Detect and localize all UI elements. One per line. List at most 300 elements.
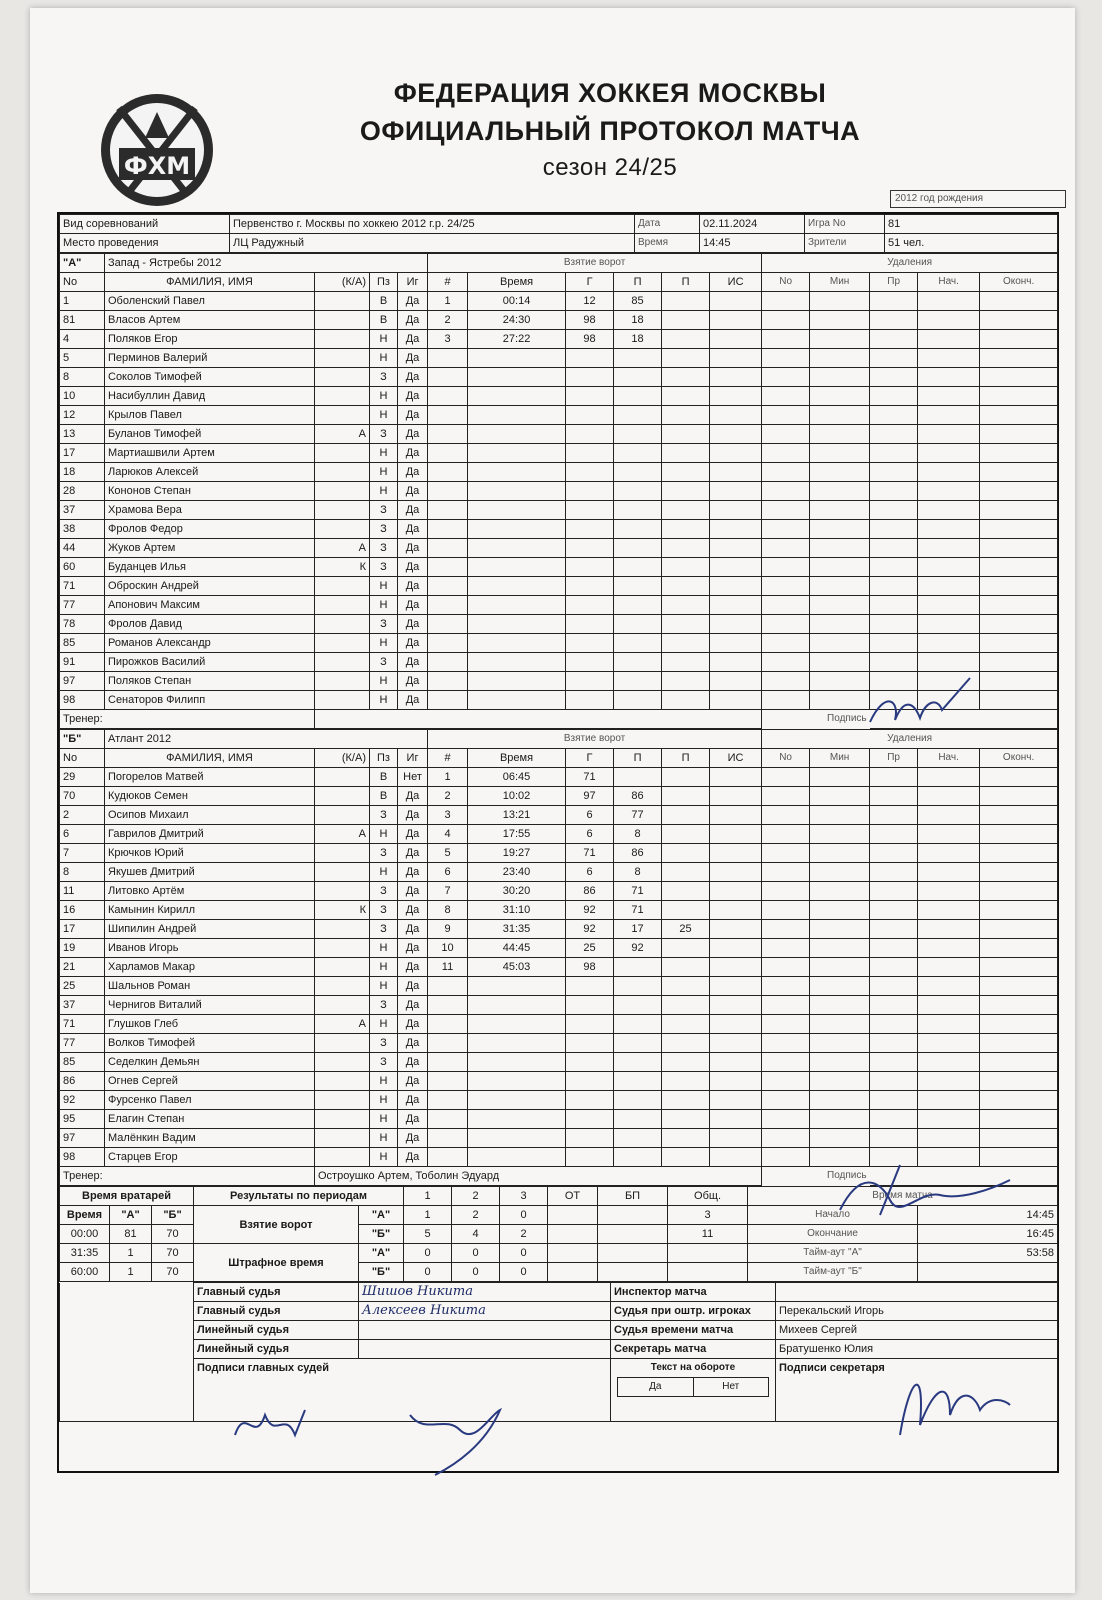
team-a-player-pos: Н bbox=[370, 634, 398, 653]
team-a-goal-num bbox=[428, 349, 468, 368]
team-b-player-pos: З bbox=[370, 1034, 398, 1053]
goalies-col-time: Время bbox=[60, 1206, 110, 1225]
team-a-player-pos: З bbox=[370, 520, 398, 539]
team-b-penalty-cell bbox=[762, 901, 810, 920]
team-b-player-pos: З bbox=[370, 996, 398, 1015]
timeout-a-value: 53:58 bbox=[918, 1244, 1058, 1263]
team-a-player-played: Да bbox=[398, 558, 428, 577]
team-a-penalty-cell bbox=[762, 406, 810, 425]
team-a-penalty-cell bbox=[762, 387, 810, 406]
team-a-player-row bbox=[60, 653, 1058, 672]
team-a-goal-p1 bbox=[614, 691, 662, 710]
team-a-goal-g: 12 bbox=[566, 292, 614, 311]
team-b-player-pos: Н bbox=[370, 1129, 398, 1148]
team-b-player-name: Фурсенко Павел bbox=[105, 1091, 315, 1110]
col-played: Иг bbox=[398, 273, 428, 292]
team-b-table bbox=[59, 729, 1058, 1186]
team-a-player-no: 85 bbox=[60, 634, 105, 653]
season-label: сезон 24/25 bbox=[542, 154, 678, 181]
col-goal-num: # bbox=[428, 749, 468, 768]
team-a-penalties-header: Удаления bbox=[762, 254, 1058, 273]
team-b-player-name: Шипилин Андрей bbox=[105, 920, 315, 939]
team-b-penalty-cell bbox=[810, 806, 870, 825]
team-b-player-row bbox=[60, 996, 1058, 1015]
team-a-penalty-cell bbox=[810, 577, 870, 596]
col-assist-2: П bbox=[662, 273, 710, 292]
team-b-goal-is bbox=[710, 1072, 762, 1091]
team-b-goal-p1 bbox=[614, 1053, 662, 1072]
team-a-penalty-cell bbox=[918, 558, 980, 577]
team-b-player-no: 25 bbox=[60, 977, 105, 996]
team-b-player-played: Да bbox=[398, 1091, 428, 1110]
team-a-player-row bbox=[60, 634, 1058, 653]
team-a-goal-p2 bbox=[662, 444, 710, 463]
team-b-goal-num: 1 bbox=[428, 768, 468, 787]
goals-a-p2: 2 bbox=[452, 1206, 500, 1225]
team-b-penalty-cell bbox=[870, 939, 918, 958]
team-a-player-name: Поляков Степан bbox=[105, 672, 315, 691]
team-b-player-ka bbox=[315, 1129, 370, 1148]
team-a-goal-num: 2 bbox=[428, 311, 468, 330]
team-a-goal-is bbox=[710, 615, 762, 634]
team-a-goal-num bbox=[428, 482, 468, 501]
team-b-penalty-cell bbox=[870, 882, 918, 901]
team-a-penalty-cell bbox=[762, 349, 810, 368]
team-b-penalty-cell bbox=[918, 1034, 980, 1053]
team-b-penalty-cell bbox=[918, 787, 980, 806]
team-a-goal-is bbox=[710, 501, 762, 520]
team-b-penalty-cell bbox=[762, 1072, 810, 1091]
timeout-b-label: Тайм-аут "Б" bbox=[748, 1263, 918, 1282]
team-b-goal-g bbox=[566, 1129, 614, 1148]
team-a-goal-is bbox=[710, 577, 762, 596]
team-a-penalty-cell bbox=[762, 615, 810, 634]
goalies-col-b: "Б" bbox=[152, 1206, 194, 1225]
team-a-penalty-cell bbox=[810, 558, 870, 577]
results-goals-team-b: "Б" bbox=[359, 1225, 404, 1244]
team-b-penalty-cell bbox=[762, 1015, 810, 1034]
game-label: Игра No bbox=[805, 215, 885, 234]
team-b-player-pos: Н bbox=[370, 863, 398, 882]
team-a-penalty-cell bbox=[918, 368, 980, 387]
team-b-player-pos: Н bbox=[370, 1148, 398, 1167]
team-b-penalty-cell bbox=[918, 920, 980, 939]
team-b-player-ka bbox=[315, 863, 370, 882]
team-b-penalty-cell bbox=[980, 1053, 1058, 1072]
col-goal-time: Время bbox=[468, 749, 566, 768]
team-b-goal-num: 2 bbox=[428, 787, 468, 806]
pim-b-p1: 0 bbox=[404, 1263, 452, 1282]
team-b-player-no: 95 bbox=[60, 1110, 105, 1129]
reverse-no-option[interactable]: Нет bbox=[722, 1381, 740, 1392]
team-a-goal-num bbox=[428, 672, 468, 691]
team-a-goal-g bbox=[566, 349, 614, 368]
team-a-penalty-cell bbox=[810, 501, 870, 520]
team-b-player-name: Осипов Михаил bbox=[105, 806, 315, 825]
team-a-goal-g bbox=[566, 501, 614, 520]
team-a-goal-is bbox=[710, 463, 762, 482]
team-b-goal-g bbox=[566, 1015, 614, 1034]
col-pos: Пз bbox=[370, 273, 398, 292]
team-a-penalty-cell bbox=[980, 653, 1058, 672]
team-b-penalty-cell bbox=[870, 1053, 918, 1072]
team-b-player-ka bbox=[315, 768, 370, 787]
team-a-player-pos: Н bbox=[370, 444, 398, 463]
team-a-penalty-cell bbox=[980, 292, 1058, 311]
team-a-player-row bbox=[60, 539, 1058, 558]
team-b-penalty-cell bbox=[918, 806, 980, 825]
team-b-penalty-cell bbox=[980, 1015, 1058, 1034]
team-b-goal-time: 17:55 bbox=[468, 825, 566, 844]
team-b-player-ka bbox=[315, 1034, 370, 1053]
team-a-penalty-cell bbox=[918, 482, 980, 501]
team-a-penalty-cell bbox=[870, 406, 918, 425]
team-a-player-row bbox=[60, 482, 1058, 501]
team-b-penalty-cell bbox=[870, 1072, 918, 1091]
team-a-goal-is bbox=[710, 539, 762, 558]
team-a-goal-p2 bbox=[662, 558, 710, 577]
team-b-penalty-cell bbox=[918, 996, 980, 1015]
venue-label: Место проведения bbox=[60, 234, 230, 253]
team-b-goal-p2 bbox=[662, 1148, 710, 1167]
col-no: No bbox=[60, 749, 105, 768]
team-a-penalty-cell bbox=[918, 463, 980, 482]
team-b-goal-p2 bbox=[662, 901, 710, 920]
team-b-goal-time: 45:03 bbox=[468, 958, 566, 977]
line2-label: Линейный судья bbox=[194, 1340, 359, 1359]
team-b-goal-p2 bbox=[662, 825, 710, 844]
officials-blank bbox=[60, 1283, 194, 1422]
team-b-penalty-cell bbox=[980, 1034, 1058, 1053]
team-b-penalty-cell bbox=[762, 920, 810, 939]
team-b-player-ka bbox=[315, 882, 370, 901]
team-a-goal-is bbox=[710, 444, 762, 463]
team-a-coach-label: Тренер: bbox=[60, 710, 315, 729]
team-a-penalty-cell bbox=[870, 539, 918, 558]
team-a-penalty-cell bbox=[810, 634, 870, 653]
team-a-player-no: 10 bbox=[60, 387, 105, 406]
team-b-player-name: Якушев Дмитрий bbox=[105, 863, 315, 882]
team-b-goal-p2 bbox=[662, 806, 710, 825]
team-a-goal-p1 bbox=[614, 634, 662, 653]
team-a-player-row bbox=[60, 520, 1058, 539]
team-b-goal-g bbox=[566, 996, 614, 1015]
team-b-goal-p1 bbox=[614, 1129, 662, 1148]
team-a-goals-header: Взятие ворот bbox=[428, 254, 762, 273]
team-a-player-no: 71 bbox=[60, 577, 105, 596]
team-b-penalty-cell bbox=[762, 939, 810, 958]
team-a-penalty-cell bbox=[762, 444, 810, 463]
timeout-a-label: Тайм-аут "А" bbox=[748, 1244, 918, 1263]
team-b-column-headers bbox=[60, 749, 1058, 768]
team-a-player-ka: А bbox=[315, 539, 370, 558]
team-b-penalty-cell bbox=[762, 977, 810, 996]
team-a-goal-p2 bbox=[662, 349, 710, 368]
team-b-player-name: Шальнов Роман bbox=[105, 977, 315, 996]
team-a-goal-p1 bbox=[614, 368, 662, 387]
team-a-player-name: Перминов Валерий bbox=[105, 349, 315, 368]
team-b-player-played: Да bbox=[398, 1015, 428, 1034]
team-a-column-headers bbox=[60, 273, 1058, 292]
team-b-goal-g: 98 bbox=[566, 958, 614, 977]
team-a-player-row bbox=[60, 292, 1058, 311]
team-b-penalty-cell bbox=[870, 844, 918, 863]
team-a-goal-p2 bbox=[662, 406, 710, 425]
team-b-goal-g: 71 bbox=[566, 844, 614, 863]
team-a-penalty-cell bbox=[810, 311, 870, 330]
team-a-player-row bbox=[60, 368, 1058, 387]
team-a-player-ka bbox=[315, 387, 370, 406]
team-a-player-name: Романов Александр bbox=[105, 634, 315, 653]
team-b-goal-time: 06:45 bbox=[468, 768, 566, 787]
team-a-player-pos: З bbox=[370, 615, 398, 634]
team-b-penalty-cell bbox=[810, 1015, 870, 1034]
team-b-goal-time bbox=[468, 1072, 566, 1091]
pim-a-ot bbox=[548, 1244, 598, 1263]
team-b-penalty-cell bbox=[810, 1091, 870, 1110]
team-b-penalty-cell bbox=[870, 901, 918, 920]
team-a-goal-p1 bbox=[614, 501, 662, 520]
team-b-goal-num: 5 bbox=[428, 844, 468, 863]
team-b-penalty-cell bbox=[870, 996, 918, 1015]
team-b-goal-g: 97 bbox=[566, 787, 614, 806]
team-b-player-row bbox=[60, 844, 1058, 863]
col-pen-no: No bbox=[762, 273, 810, 292]
team-b-goal-time bbox=[468, 1034, 566, 1053]
team-a-penalty-cell bbox=[918, 444, 980, 463]
team-a-penalty-cell bbox=[870, 349, 918, 368]
team-b-penalty-cell bbox=[980, 1091, 1058, 1110]
team-b-player-row bbox=[60, 1034, 1058, 1053]
goalies-col-a: "А" bbox=[110, 1206, 152, 1225]
team-a-player-ka bbox=[315, 330, 370, 349]
team-a-goal-time bbox=[468, 634, 566, 653]
team-b-penalty-cell bbox=[918, 901, 980, 920]
col-pen-start: Нач. bbox=[918, 273, 980, 292]
ref1-value: Шишов Никита bbox=[359, 1283, 611, 1302]
birth-year-box: 2012 год рождения bbox=[890, 190, 1066, 208]
team-b-penalty-cell bbox=[980, 920, 1058, 939]
period-1: 1 bbox=[404, 1187, 452, 1206]
team-a-player-played: Да bbox=[398, 387, 428, 406]
team-b-penalty-cell bbox=[762, 825, 810, 844]
goalies-title: Время вратарей bbox=[60, 1187, 194, 1206]
secretary-sign-label: Подписи секретаря bbox=[776, 1359, 1058, 1422]
end-value: 16:45 bbox=[918, 1225, 1058, 1244]
team-a-penalty-cell bbox=[870, 520, 918, 539]
team-a-penalty-cell bbox=[980, 311, 1058, 330]
team-b-penalty-cell bbox=[762, 1091, 810, 1110]
team-a-penalty-cell bbox=[980, 349, 1058, 368]
team-a-penalty-cell bbox=[762, 482, 810, 501]
team-b-player-no: 71 bbox=[60, 1015, 105, 1034]
team-a-penalty-cell bbox=[870, 501, 918, 520]
team-b-goal-time bbox=[468, 1129, 566, 1148]
team-a-player-no: 38 bbox=[60, 520, 105, 539]
col-name: ФАМИЛИЯ, ИМЯ bbox=[105, 273, 315, 292]
team-b-penalty-cell bbox=[810, 863, 870, 882]
team-a-goal-is bbox=[710, 349, 762, 368]
team-b-penalty-cell bbox=[980, 1129, 1058, 1148]
team-a-goal-is bbox=[710, 672, 762, 691]
team-a-penalty-cell bbox=[980, 596, 1058, 615]
team-b-player-played: Да bbox=[398, 1053, 428, 1072]
team-b-goal-is bbox=[710, 806, 762, 825]
team-b-goal-is bbox=[710, 882, 762, 901]
team-a-player-ka bbox=[315, 672, 370, 691]
team-a-goal-time bbox=[468, 539, 566, 558]
team-a-penalty-cell bbox=[870, 577, 918, 596]
team-a-player-no: 77 bbox=[60, 596, 105, 615]
col-assist-1: П bbox=[614, 749, 662, 768]
team-b-goal-is bbox=[710, 977, 762, 996]
team-a-goal-g bbox=[566, 691, 614, 710]
team-b-goal-g bbox=[566, 1091, 614, 1110]
team-a-player-name: Храмова Вера bbox=[105, 501, 315, 520]
team-b-goal-p1: 17 bbox=[614, 920, 662, 939]
team-b-goal-is bbox=[710, 863, 762, 882]
team-b-goal-time: 19:27 bbox=[468, 844, 566, 863]
team-b-player-name: Иванов Игорь bbox=[105, 939, 315, 958]
team-b-player-name: Волков Тимофей bbox=[105, 1034, 315, 1053]
team-b-goal-time: 23:40 bbox=[468, 863, 566, 882]
col-pen-min: Мин bbox=[810, 273, 870, 292]
team-b-player-ka: К bbox=[315, 901, 370, 920]
goalie-row-2-a: 1 bbox=[110, 1244, 152, 1263]
team-a-goal-g bbox=[566, 463, 614, 482]
team-b-penalty-cell bbox=[870, 787, 918, 806]
team-a-player-name: Кононов Степан bbox=[105, 482, 315, 501]
team-b-goal-p2 bbox=[662, 1072, 710, 1091]
team-b-player-ka bbox=[315, 958, 370, 977]
team-b-goal-num bbox=[428, 1015, 468, 1034]
team-b-goal-is bbox=[710, 844, 762, 863]
col-goal-scorer: Г bbox=[566, 273, 614, 292]
team-a-player-played: Да bbox=[398, 349, 428, 368]
team-a-player-played: Да bbox=[398, 653, 428, 672]
team-a-player-ka bbox=[315, 463, 370, 482]
team-a-penalty-cell bbox=[980, 444, 1058, 463]
results-title: Результаты по периодам bbox=[194, 1187, 404, 1206]
pim-a-so bbox=[598, 1244, 668, 1263]
team-a-penalty-cell bbox=[980, 482, 1058, 501]
team-a-player-no: 1 bbox=[60, 292, 105, 311]
inspector-label: Инспектор матча bbox=[611, 1283, 776, 1302]
team-b-goal-num bbox=[428, 1091, 468, 1110]
team-a-goal-g bbox=[566, 406, 614, 425]
team-b-player-name: Гаврилов Дмитрий bbox=[105, 825, 315, 844]
team-b-coach: Остроушко Артем, Тоболин Эдуард bbox=[315, 1167, 762, 1186]
team-a-player-row bbox=[60, 349, 1058, 368]
team-a-penalty-cell bbox=[810, 368, 870, 387]
team-b-penalty-cell bbox=[810, 787, 870, 806]
team-b-penalty-cell bbox=[870, 863, 918, 882]
team-a-goal-is bbox=[710, 425, 762, 444]
team-a-goal-time bbox=[468, 444, 566, 463]
team-b-goal-p1: 77 bbox=[614, 806, 662, 825]
team-b-goal-p2 bbox=[662, 844, 710, 863]
team-a-player-pos: Н bbox=[370, 330, 398, 349]
team-a-penalty-cell bbox=[810, 596, 870, 615]
team-b-penalty-cell bbox=[918, 768, 980, 787]
team-a-penalty-cell bbox=[918, 330, 980, 349]
team-a-player-name: Буланов Тимофей bbox=[105, 425, 315, 444]
team-b-goal-num bbox=[428, 1148, 468, 1167]
team-b-penalty-cell bbox=[870, 958, 918, 977]
team-b-player-played: Да bbox=[398, 939, 428, 958]
team-b-penalty-cell bbox=[918, 1015, 980, 1034]
team-b-goal-time: 13:21 bbox=[468, 806, 566, 825]
team-b-penalty-cell bbox=[918, 1053, 980, 1072]
team-a-penalty-cell bbox=[810, 520, 870, 539]
pim-a-p2: 0 bbox=[452, 1244, 500, 1263]
team-a-penalty-cell bbox=[980, 539, 1058, 558]
team-b-player-no: 29 bbox=[60, 768, 105, 787]
team-b-goal-is bbox=[710, 1110, 762, 1129]
team-a-penalty-cell bbox=[980, 520, 1058, 539]
team-a-player-ka bbox=[315, 634, 370, 653]
team-b-player-ka bbox=[315, 1148, 370, 1167]
team-a-letter: "А" bbox=[60, 254, 105, 273]
team-b-goal-p2 bbox=[662, 787, 710, 806]
team-a-player-no: 4 bbox=[60, 330, 105, 349]
team-a-player-no: 17 bbox=[60, 444, 105, 463]
team-b-goal-num: 8 bbox=[428, 901, 468, 920]
team-a-goal-p2 bbox=[662, 292, 710, 311]
team-b-signature-ink bbox=[820, 1160, 1020, 1230]
competition-label: Вид соревнований bbox=[60, 215, 230, 234]
team-b-player-ka bbox=[315, 1091, 370, 1110]
team-a-player-played: Да bbox=[398, 634, 428, 653]
team-b-penalty-cell bbox=[980, 939, 1058, 958]
col-situation: ИС bbox=[710, 273, 762, 292]
team-a-player-row bbox=[60, 330, 1058, 349]
team-b-goal-p2 bbox=[662, 1034, 710, 1053]
team-a-player-ka: А bbox=[315, 425, 370, 444]
team-b-goal-time: 44:45 bbox=[468, 939, 566, 958]
bench-value: Перекальский Игорь bbox=[776, 1302, 1058, 1321]
team-b-player-ka bbox=[315, 844, 370, 863]
team-a-goal-time bbox=[468, 691, 566, 710]
team-b-player-no: 37 bbox=[60, 996, 105, 1015]
team-b-goal-p1: 92 bbox=[614, 939, 662, 958]
team-a-penalty-cell bbox=[980, 425, 1058, 444]
team-a-coach bbox=[315, 710, 762, 729]
col-assist-2: П bbox=[662, 749, 710, 768]
team-a-goal-p2 bbox=[662, 368, 710, 387]
team-a-player-played: Да bbox=[398, 577, 428, 596]
pim-a-p1: 0 bbox=[404, 1244, 452, 1263]
goalie-row-1-a: 81 bbox=[110, 1225, 152, 1244]
team-a-player-pos: З bbox=[370, 425, 398, 444]
team-b-player-row bbox=[60, 1091, 1058, 1110]
team-a-penalty-cell bbox=[762, 501, 810, 520]
goalie-row-1-time: 00:00 bbox=[60, 1225, 110, 1244]
team-a-goal-p1 bbox=[614, 653, 662, 672]
team-b-goal-p1: 86 bbox=[614, 844, 662, 863]
team-b-penalty-cell bbox=[762, 768, 810, 787]
team-a-goal-time bbox=[468, 558, 566, 577]
team-a-penalty-cell bbox=[980, 691, 1058, 710]
team-b-penalty-cell bbox=[980, 996, 1058, 1015]
team-b-signature-label: Подпись bbox=[827, 1170, 867, 1182]
team-b-goal-p1 bbox=[614, 1148, 662, 1167]
reverse-yes-option[interactable]: Да bbox=[618, 1378, 694, 1396]
team-a-signature-label: Подпись bbox=[827, 713, 867, 725]
team-b-goal-time bbox=[468, 1015, 566, 1034]
team-b-player-played: Да bbox=[398, 882, 428, 901]
team-b-player-row bbox=[60, 1015, 1058, 1034]
